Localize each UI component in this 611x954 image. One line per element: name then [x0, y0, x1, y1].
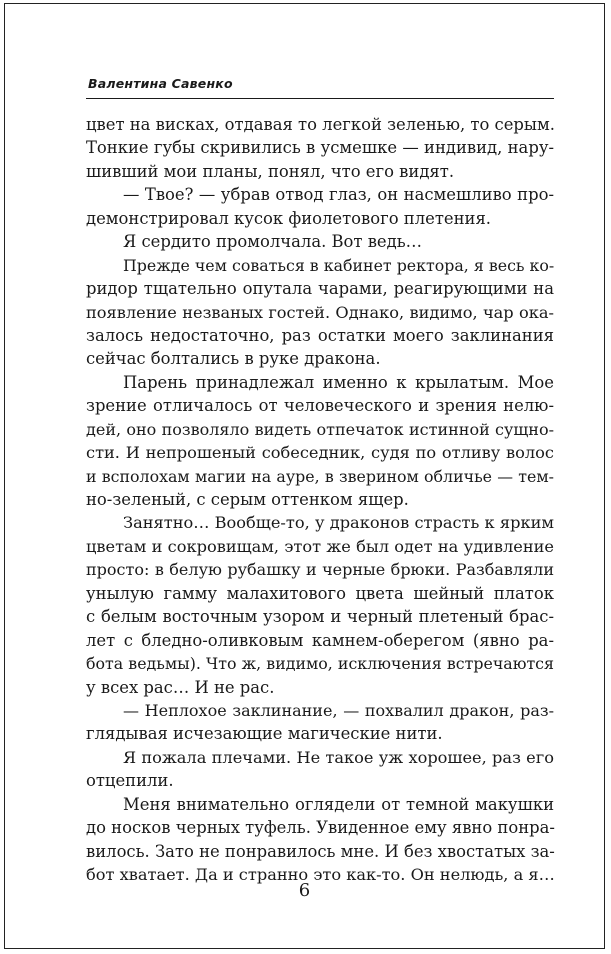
text-line: ридор тщательно опутала чарами, реагирующими на	[86, 279, 554, 299]
text-line: дей, оно позволяло видеть отпечаток истинной сущно-	[86, 419, 554, 439]
text-line: лет с бледно-оливковым камнем-оберегом (явно ра-	[86, 630, 554, 650]
text-line: сти. И непрошеный собеседник, судя по отливу волос	[86, 443, 554, 463]
text-line: вилось. Зато не понравилось мне. И без хвостатых за-	[86, 841, 555, 861]
text-line: цветам и сокровищам, этот же был одет на удивление	[86, 536, 554, 556]
running-head-author: Валентина Савенко	[88, 76, 233, 91]
text-line: Я сердито промолчала. Вот ведь…	[123, 232, 423, 252]
text-line: — Неплохое заклинание, — похвалил дракон, раз-	[123, 700, 554, 720]
text-line: и всполохам магии на ауре, в зверином обличье — тем-	[86, 466, 554, 486]
text-line: Занятно… Вообще-то, у драконов страсть к ярким	[123, 513, 554, 533]
text-line: с белым восточным узором и черный плетеный брас-	[86, 607, 554, 627]
header-rule	[86, 98, 554, 99]
body-text	[86, 113, 554, 886]
text-line: появление незваных гостей. Однако, видимо, чар ока-	[86, 302, 554, 322]
text-line: отцепили.	[86, 771, 174, 791]
text-line: бот хватает. Да и странно это как-то. Он нелюдь, а я…	[86, 865, 555, 884]
text-line: демонстрировал кусок фиолетового плетения.	[86, 208, 492, 228]
text-line: Меня внимательно оглядели от темной макушки	[123, 794, 554, 814]
text-line: зрение отличалось от человеческого и зрения нелю-	[86, 396, 554, 416]
text-line: сейчас болтались в руке дракона.	[86, 349, 381, 369]
text-line: цвет на висках, отдавая то легкой зеленью, то серым.	[86, 115, 555, 134]
book-page	[4, 3, 605, 949]
page-number: 6	[298, 880, 311, 901]
text-line: Прежде чем соваться в кабинет ректора, я весь ко-	[123, 255, 555, 275]
text-line: залось недостаточно, раз остатки моего заклинания	[86, 325, 554, 345]
text-line: унылую гамму малахитового цвета шейный платок	[86, 583, 554, 603]
text-line: глядывая исчезающие магические нити.	[86, 724, 443, 744]
text-line: до носков черных туфель. Увиденное ему явно понра-	[86, 818, 555, 838]
text-line: — Твое? — убрав отвод глаз, он насмешливо про-	[123, 185, 554, 205]
text-line: Я пожала плечами. Не такое уж хорошее, раз его	[123, 747, 554, 767]
text-line: шивший мои планы, понял, что его видят.	[86, 161, 455, 181]
text-line: бота ведьмы). Что ж, видимо, исключения встречаются	[86, 654, 554, 674]
text-line: но-зеленый, с серым оттенком ящер.	[86, 490, 409, 509]
text-line: Парень принадлежал именно к крылатым. Мое	[123, 372, 554, 392]
text-line: Тонкие губы скривились в усмешке — индивид, нару-	[86, 138, 554, 158]
text-line: у всех рас… И не рас.	[86, 677, 275, 697]
text-line: просто: в белую рубашку и черные брюки. Разбавляли	[86, 560, 554, 580]
